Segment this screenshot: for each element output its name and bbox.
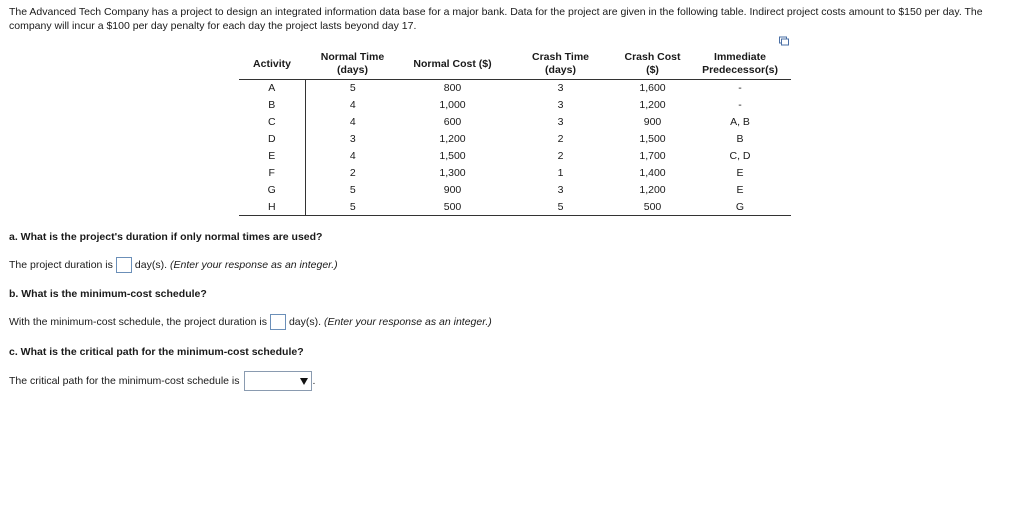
cell-normal-time: 4	[349, 99, 356, 112]
table-row	[239, 114, 791, 131]
header-predecessors: Immediate Predecessor(s)	[689, 50, 791, 80]
cell-crash-time: 2	[557, 133, 564, 146]
critical-path-select[interactable]	[244, 371, 312, 391]
table-row	[239, 164, 791, 181]
cell-crash-cost: 1,600	[639, 82, 666, 95]
duration-normal-input[interactable]	[116, 257, 132, 273]
cell-predecessors: B	[736, 133, 744, 146]
cell-crash-cost: 1,200	[639, 183, 666, 196]
cell-crash-time: 2	[557, 150, 564, 162]
cell-predecessors: -	[738, 99, 742, 112]
cell-activity: A	[239, 80, 305, 97]
cell-activity: G	[239, 181, 305, 198]
header-normal-cost: Normal Cost ($)	[400, 50, 505, 80]
cell-crash-cost: 900	[643, 116, 662, 129]
cell-normal-cost: 1,300	[439, 166, 466, 179]
cell-activity: C	[239, 114, 305, 131]
table-row	[239, 131, 791, 148]
problem-intro: The Advanced Tech Company has a project to design an integrated information data base for a major bank. Data for the project are given in the following table. Indirect project costs amount to $150 per day. The company will incur a $100 per day penalty for each day the project lasts beyond day 17.	[9, 6, 983, 32]
cell-predecessors: E	[736, 183, 744, 196]
cell-crash-cost: 1,400	[639, 166, 666, 179]
cell-crash-cost: 1,700	[639, 150, 666, 162]
question-a-prompt: a. What is the project's duration if only normal times are used?	[9, 231, 323, 243]
header-normal-time: Normal Time (days)	[305, 50, 400, 80]
question-a-suffix: day(s).	[134, 259, 167, 271]
cell-crash-time: 5	[505, 198, 616, 215]
cell-normal-time: 2	[349, 166, 356, 179]
table-header-row	[239, 50, 791, 80]
cell-normal-cost: 900	[443, 183, 462, 196]
cell-normal-time: 5	[349, 82, 356, 95]
cell-predecessors: A, B	[730, 116, 750, 129]
cell-activity: F	[239, 164, 305, 181]
question-b-answer-line	[9, 314, 492, 330]
question-a-prefix: The project duration is	[9, 259, 113, 271]
cell-normal-time: 5	[349, 183, 356, 196]
cell-activity: B	[239, 97, 305, 114]
question-c-prefix: The critical path for the minimum-cost schedule is	[9, 375, 240, 387]
cell-predecessors: -	[738, 82, 742, 95]
cell-normal-cost: 1,000	[439, 99, 466, 112]
question-c-period: .	[312, 375, 316, 387]
cell-crash-time: 3	[557, 99, 564, 112]
table-row	[239, 97, 791, 114]
cell-normal-time: 5	[305, 198, 400, 215]
table-row	[239, 148, 791, 165]
cell-activity: D	[239, 131, 305, 148]
cell-crash-cost: 1,200	[639, 99, 666, 112]
cell-normal-time: 4	[349, 116, 356, 129]
cell-crash-time: 3	[557, 82, 564, 95]
cell-predecessors: G	[689, 198, 791, 215]
question-c-answer-line	[9, 371, 315, 391]
question-b-suffix: day(s).	[288, 316, 322, 328]
cell-activity: E	[239, 148, 305, 165]
question-b-prompt: b. What is the minimum-cost schedule?	[9, 288, 207, 300]
table-row	[239, 80, 791, 97]
question-a-note: (Enter your response as an integer.)	[169, 259, 338, 271]
cell-predecessors: C, D	[729, 150, 751, 162]
copy-icon[interactable]	[779, 36, 789, 46]
cell-crash-time: 3	[557, 116, 564, 129]
cell-crash-cost: 1,500	[639, 133, 666, 146]
cell-predecessors: E	[736, 166, 744, 179]
table-row	[239, 181, 791, 198]
cell-crash-time: 1	[557, 166, 564, 179]
header-activity: Activity	[239, 50, 305, 80]
question-a-answer-line	[9, 257, 338, 273]
cell-activity: H	[239, 198, 305, 215]
cell-normal-cost: 500	[400, 198, 505, 215]
question-c-prompt: c. What is the critical path for the minimum-cost schedule?	[9, 346, 304, 358]
question-b-prefix: With the minimum-cost schedule, the project duration is	[9, 316, 267, 328]
cell-normal-cost: 1,200	[439, 133, 466, 146]
cell-crash-time: 3	[557, 183, 564, 196]
project-data-table	[239, 50, 791, 216]
dropdown-arrow-icon[interactable]	[299, 376, 309, 386]
cell-normal-cost: 800	[443, 82, 462, 95]
cell-normal-cost: 600	[443, 116, 462, 129]
table-row	[239, 198, 791, 215]
cell-normal-time: 4	[349, 150, 356, 162]
question-b-note: (Enter your response as an integer.)	[324, 316, 492, 328]
cell-normal-cost: 1,500	[439, 150, 466, 162]
header-crash-cost: Crash Cost ($)	[616, 50, 689, 80]
header-crash-time: Crash Time (days)	[505, 50, 616, 80]
cell-crash-cost: 500	[616, 198, 689, 215]
cell-normal-time: 3	[349, 133, 356, 146]
duration-min-cost-input[interactable]	[270, 314, 286, 330]
